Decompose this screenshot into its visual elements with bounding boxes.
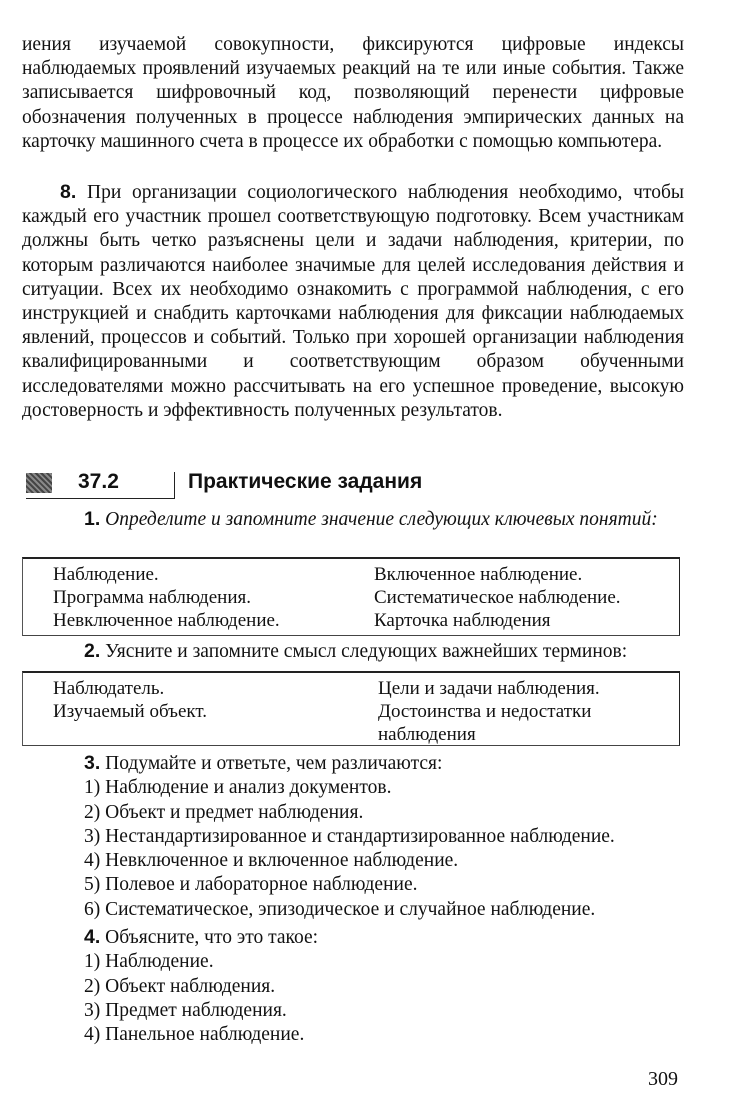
list-item: 4) Панельное наблюдение. <box>84 1024 305 1046</box>
task-2-text: Уясните и запомните смысл следующих важнейших терминов: <box>100 641 628 662</box>
key-concepts-column-right <box>374 563 621 632</box>
term: наблюдения <box>378 724 476 745</box>
task-3 <box>84 751 694 922</box>
task-2-number: 2. <box>84 640 101 662</box>
paragraph-continued: иения изучаемой совокупности, фиксируются цифровые индексы наблюдаемых проявлений изучаемых реакций на те или иные события. Также записывается шифровочный код, позволяющий перенести цифровые обозначения полученных в процессе наблюдения эмпирических данных на карточку машинного счета в процессе их обработки с помощью компьютера. <box>22 34 684 152</box>
list-item: 3) Предмет наблюдения. <box>84 999 287 1021</box>
task-4-heading <box>84 925 694 950</box>
list-item: 2) Объект и предмет наблюдения. <box>84 801 364 823</box>
task-4-number: 4. <box>84 926 101 948</box>
paragraph-number: 8. <box>60 181 77 203</box>
term: Невключенное наблюдение. <box>53 610 280 631</box>
key-concepts-box <box>22 557 680 636</box>
term: Изучаемый объект. <box>53 701 208 722</box>
task-1-number: 1. <box>84 508 101 530</box>
task-4-text: Объясните, что это такое: <box>100 927 319 948</box>
section-title: Практические задания <box>188 470 423 493</box>
list-item: 1) Наблюдение. <box>84 951 214 973</box>
paragraph-8-text: При организации социологического наблюдения необходимо, чтобы каждый его участник прошел соответствующую подготовку. Всем участникам должны быть четко разъяснены цели и задачи наблюдения, критерии, по которым различаются наиболее значимые для целей исследования действия и ситуации. Всех их необходимо ознакомить с программой наблюдения, с его инструкцией и снабдить карточками наблюдения для фиксации наблюдаемых явлений, процессов и событий. Только при хорошей организации наблюдения квалифицированными и соответствующим образом обученными исследователями можно рассчитывать на его успешное проведение, высокую достоверность и эффективность полученных результатов. <box>22 182 684 421</box>
term: Систематическое наблюдение. <box>374 587 621 608</box>
list-item: 4) Невключенное и включенное наблюдение. <box>84 850 459 872</box>
important-terms-column-left <box>53 677 207 723</box>
term: Программа наблюдения. <box>53 587 251 608</box>
section-number: 37.2 <box>78 470 119 493</box>
list-item: 1) Наблюдение и анализ документов. <box>84 777 392 799</box>
term: Карточка наблюдения <box>374 610 551 631</box>
page-number: 309 <box>648 1068 678 1090</box>
term: Наблюдатель. <box>53 678 165 699</box>
section-marker-icon <box>26 473 52 493</box>
task-1-text: Определите и запомните значение следующих ключевых понятий: <box>100 509 658 530</box>
task-3-text: Подумайте и ответьте, чем различаются: <box>100 753 443 774</box>
paragraph-8 <box>22 180 684 423</box>
list-item: 3) Нестандартизированное и стандартизированное наблюдение. <box>84 825 615 847</box>
term: Достоинства и недостатки <box>378 701 592 722</box>
list-item: 5) Полевое и лабораторное наблюдение. <box>84 874 418 896</box>
list-item: 6) Систематическое, эпизодическое и случайное наблюдение. <box>84 898 596 920</box>
key-concepts-column-left <box>53 563 280 632</box>
section-heading <box>26 470 686 500</box>
task-3-heading <box>84 751 694 776</box>
important-terms-column-right <box>378 677 600 746</box>
task-3-number: 3. <box>84 752 101 774</box>
list-item: 2) Объект наблюдения. <box>84 975 276 997</box>
important-terms-box <box>22 671 680 746</box>
task-4 <box>84 925 694 1047</box>
term: Включенное наблюдение. <box>374 564 583 585</box>
term: Наблюдение. <box>53 564 159 585</box>
term: Цели и задачи наблюдения. <box>378 678 600 699</box>
task-1 <box>22 507 684 532</box>
task-2 <box>84 639 684 664</box>
